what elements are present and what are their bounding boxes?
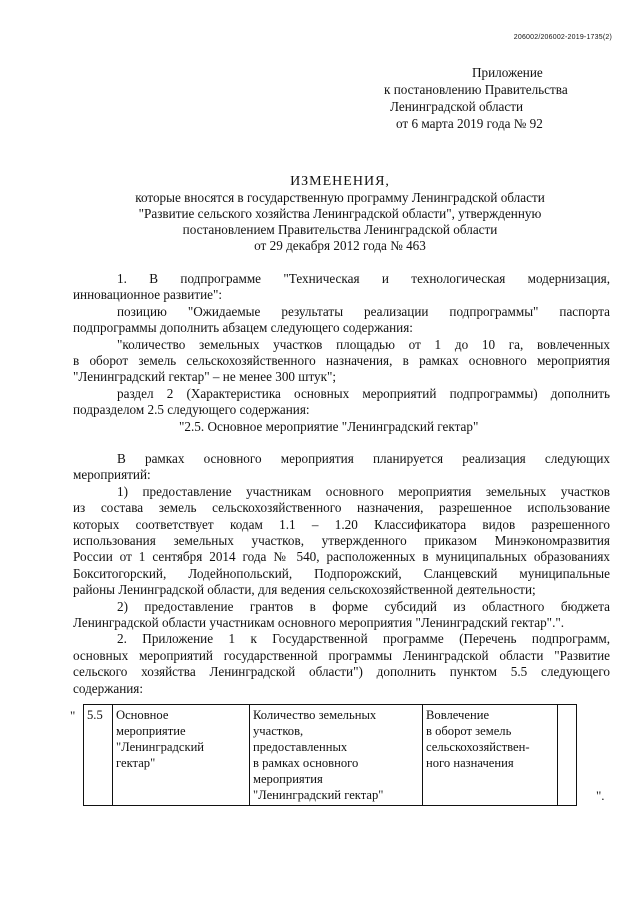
subsection-heading: "2.5. Основное мероприятие "Ленинградский гектар" [179,418,479,434]
cell-line: гектар" [116,756,156,770]
paragraph-line: "Ленинградский гектар" – не менее 300 штук"; [73,369,337,385]
cell-line: ного назначения [426,756,514,770]
paragraph-line: Ленинградской области участникам основного мероприятия "Ленинградский гектар".". [73,615,565,631]
cell-line: предоставленных [253,740,348,754]
paragraph-line: 2) предоставление грантов в форме субсидий из областного бюджета [117,598,610,614]
program-table [83,704,577,806]
paragraph-line: России от 1 сентября 2014 года № 540, расположенных в муниципальных образованиях [73,549,610,565]
paragraph-line: мероприятий: [73,467,151,483]
paragraph-line: раздел 2 (Характеристика основных мероприятий подпрограммы) дополнить [117,385,610,401]
document-heading [60,173,620,254]
cell-line: мероприятие [116,724,186,738]
paragraph-line: В рамках основного мероприятия планируется реализация следующих [117,451,610,466]
appendix-line: к постановлению Правительства [384,82,568,97]
cell-line: "Ленинградский [116,740,205,754]
paragraph-line: сельского хозяйства Ленинградской области") дополнить пунктом 5.5 следующего [73,664,610,680]
cell-line: сельскохозяйствен- [426,740,530,754]
appendix-block [384,64,624,132]
cell-line: Основное [116,708,169,722]
appendix-line: Ленинградской области [390,99,524,114]
paragraph-line: использования земельных участков, утвержденного приказом Минэкономразвития [73,533,610,549]
heading-line: которые вносятся в государственную программу Ленинградской области [135,190,545,205]
table-row [84,705,577,806]
paragraph-line: 1. В подпрограмме "Техническая и технологическая модернизация, [117,271,610,286]
heading-line: "Развитие сельского хозяйства Ленинградской области", утвержденную [138,206,542,221]
section-two [73,451,610,697]
heading-line: от 29 декабря 2012 года № 463 [254,238,426,253]
paragraph-line: подпрограммы дополнить абзацем следующего содержания: [73,320,413,336]
cell-line: Вовлечение [426,708,490,722]
section-one [73,271,610,435]
cell-text: 5.5 [87,708,103,722]
table-cell-empty [558,705,577,806]
appendix-line: от 6 марта 2019 года № 92 [396,116,543,131]
table-cell-result [423,705,558,806]
paragraph-line: 2. Приложение 1 к Государственной программе (Перечень подпрограмм, [117,631,610,647]
paragraph-line: позицию "Ожидаемые результаты реализации подпрограммы" паспорта [117,303,610,319]
paragraph-line: из состава земель сельскохозяйственного назначения, разрешенное использование [73,500,610,516]
cell-line: в оборот земель [426,724,512,738]
paragraph-line: содержания: [73,680,144,696]
cell-line: участков, [253,724,304,738]
appendix-line: Приложение [472,65,543,80]
heading-title: ИЗМЕНЕНИЯ, [290,174,390,189]
paragraph-line: в оборот земель сельскохозяйственного назначения, в рамках основного мероприятия [73,353,610,369]
paragraph-line: подразделом 2.5 следующего содержания: [73,402,310,418]
paragraph-line: районы Ленинградской области, для ведения сельскохозяйственной деятельности; [73,582,536,598]
paragraph-line: которых соответствует кодам 1.1 – 1.20 Классификатора видов разрешенного [73,516,610,532]
paragraph-line: 1) предоставление участникам основного мероприятия земельных участков [117,483,610,499]
table-close-quote: ". [596,788,605,803]
paragraph-line: Бокситогорский, Лодейнопольский, Подпорожский, Сланцевский муниципальные [73,565,610,581]
document-number: 206002/206002-2019-1735(2) [513,34,612,41]
table-cell-number [84,705,113,806]
paragraph-line: основных мероприятий государственной программы Ленинградской области "Развитие [73,647,610,663]
paragraph-line: инновационное развитие": [73,287,223,303]
table-cell-indicator [250,705,423,806]
cell-line: "Ленинградский гектар" [253,788,384,802]
cell-line: мероприятия [253,772,323,786]
table-cell-event [113,705,250,806]
table-open-quote: " [70,708,76,723]
cell-line: Количество земельных [253,708,377,722]
paragraph-line: "количество земельных участков площадью от 1 до 10 га, вовлеченных [117,336,610,352]
heading-line: постановлением Правительства Ленинградской области [182,222,498,237]
cell-line: в рамках основного [253,756,359,770]
